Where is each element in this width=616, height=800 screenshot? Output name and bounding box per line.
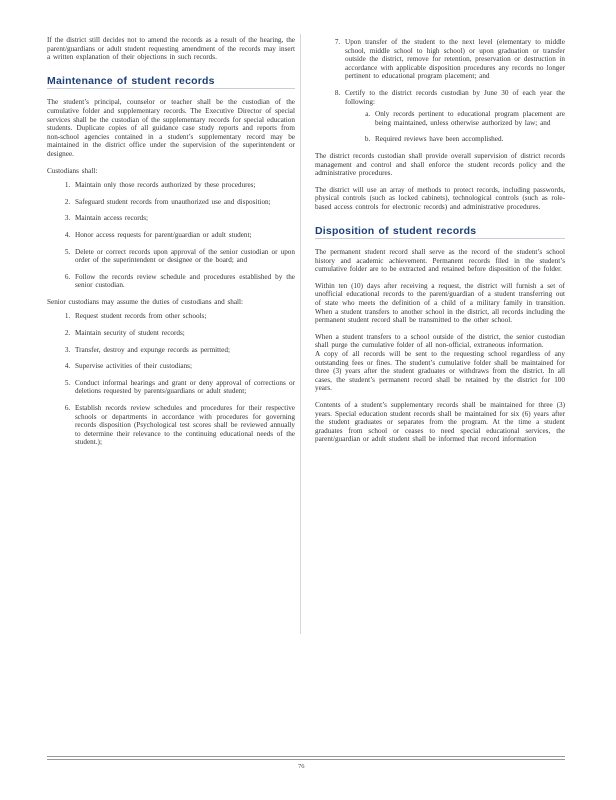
list-item: 5. Conduct informal hearings and grant or deny approval of corrections or deletions requested by parents/guardians or adult student; — [73, 379, 295, 396]
column-separator — [300, 34, 301, 634]
paragraph-protection-methods: The district will use an array of methods to protect records, including passwords, physical controls (such as locked cabinets), technological controls (such as role-based access controls for electronic records) and administrative procedures. — [315, 185, 565, 211]
page-footer — [47, 756, 565, 762]
senior-custodians-intro: Senior custodians may assume the duties of custodians and shall: — [47, 297, 244, 306]
list-item: 7. Upon transfer of the student to the next level (elementary to middle school, middle school to high school) or upon graduation or transfer outside the district, remove for retention, preservation or destruction in accordance with applicable disposition procedures any records no longer pertinent to educational program placement; and — [343, 38, 565, 81]
list-item: 5. Delete or correct records upon approval of the senior custodian or upon order of the superintendent or designee or the board; and — [73, 248, 295, 265]
senior-custodian-duties-list — [47, 312, 295, 447]
list-item: 3. Transfer, destroy and expunge records as permitted; — [73, 346, 295, 355]
custodian-duties-list — [47, 181, 295, 290]
list-item: 6. Follow the records review schedule and procedures established by the senior custodian. — [73, 273, 295, 290]
list-item: 3. Maintain access records; — [73, 214, 295, 223]
page-number: 76 — [298, 763, 305, 770]
footer-rule — [47, 756, 565, 757]
sublist-item: a. Only records pertinent to educational program placement are being maintained, unless otherwise authorized by law; and — [373, 110, 565, 127]
senior-custodian-duties-list-continued — [315, 38, 565, 144]
footer-rule — [47, 759, 565, 760]
paragraph-permanent-record: The permanent student record shall serve as the record of the student’s school history and academic achievement. Permanent records filed in the student’s cumulative folder are to be extracted and retained before disposition of the folder. — [315, 248, 565, 274]
paragraph-district-custodian: The district records custodian shall provide overall supervision of district records management and control and shall enforce the student records policy and the administrative procedures. — [315, 151, 565, 178]
list-item: 2. Safeguard student records from unauthorized use and disposition; — [73, 198, 295, 207]
heading-disposition: Disposition of student records — [315, 227, 565, 240]
certification-sublist — [345, 110, 565, 144]
list-item: 4. Honor access requests for parent/guardian or adult student; — [73, 231, 295, 240]
custodians-intro: Custodians shall: — [47, 166, 98, 175]
paragraph-custodian-roles: The student’s principal, counselor or teacher shall be the custodian of the cumulative folder and supplementary records. The Executive Director of special services shall be the custodian of the supplementary records for special education students. Duplicate copies of all guidance case study reports and reports from non-school agencies contained in a student’s supplementary record may be maintained in the district office under the supervision of the superintendent or designee. — [47, 98, 295, 158]
list-item: 1. Maintain only those records authorized by these procedures; — [73, 181, 295, 190]
paragraph-purge-folder: When a student transfers to a school outside of the district, the senior custodian shall purge the cumulative folder of all non-official, extraneous information. — [315, 332, 565, 350]
left-column — [47, 36, 295, 455]
paragraph-amend-explanation: If the district still decides not to amend the records as a result of the hearing, the parent/guardians or adult student requesting amendment of the records may insert a written explanation of their objections in such records. — [47, 36, 295, 62]
list-item: 1. Request student records from other schools; — [73, 312, 295, 321]
paragraph-transfer-request: Within ten (10) days after receiving a request, the district will furnish a set of unofficial educational records to the parent/guardian of a student transferring out of state who meets the definition of a child of a military family in transition. When a student transfers to another school in the district, all records including the permanent student record shall be transmitted to the other school. — [315, 281, 565, 325]
list-item-text: Certify to the district records custodian by June 30 of each year the following: — [345, 88, 565, 106]
paragraph-retention: A copy of all records will be sent to the requesting school regardless of any outstanding fees or fines. The student’s cumulative folder shall be maintained for three (3) years after the student graduates or withdraws from the district. In all cases, the student’s permanent record shall be retained by the district for 100 years. — [315, 350, 565, 393]
paragraph-supplementary-records: Contents of a student’s supplementary records shall be maintained for three (3) years. Special education student records shall be maintained for six (6) years after the student graduates or separates from the program. At the time a student graduates from school or ceases to need special educational services, the parent/guardian or adult student shall be informed that record information — [315, 401, 565, 444]
heading-maintenance: Maintenance of student records — [47, 77, 295, 90]
list-item: 4. Supervise activities of their custodians; — [73, 362, 295, 371]
right-column — [315, 34, 565, 452]
list-item — [343, 89, 565, 144]
list-item: 2. Maintain security of student records; — [73, 329, 295, 338]
sublist-item: b. Required reviews have been accomplished. — [373, 135, 565, 144]
list-item: 6. Establish records review schedules and procedures for their respective schools or departments in accordance with procedures for governing records disposition (Psychological test scores shall be reviewed annually to determine their relevance to the continuing educational needs of the student.); — [73, 404, 295, 447]
